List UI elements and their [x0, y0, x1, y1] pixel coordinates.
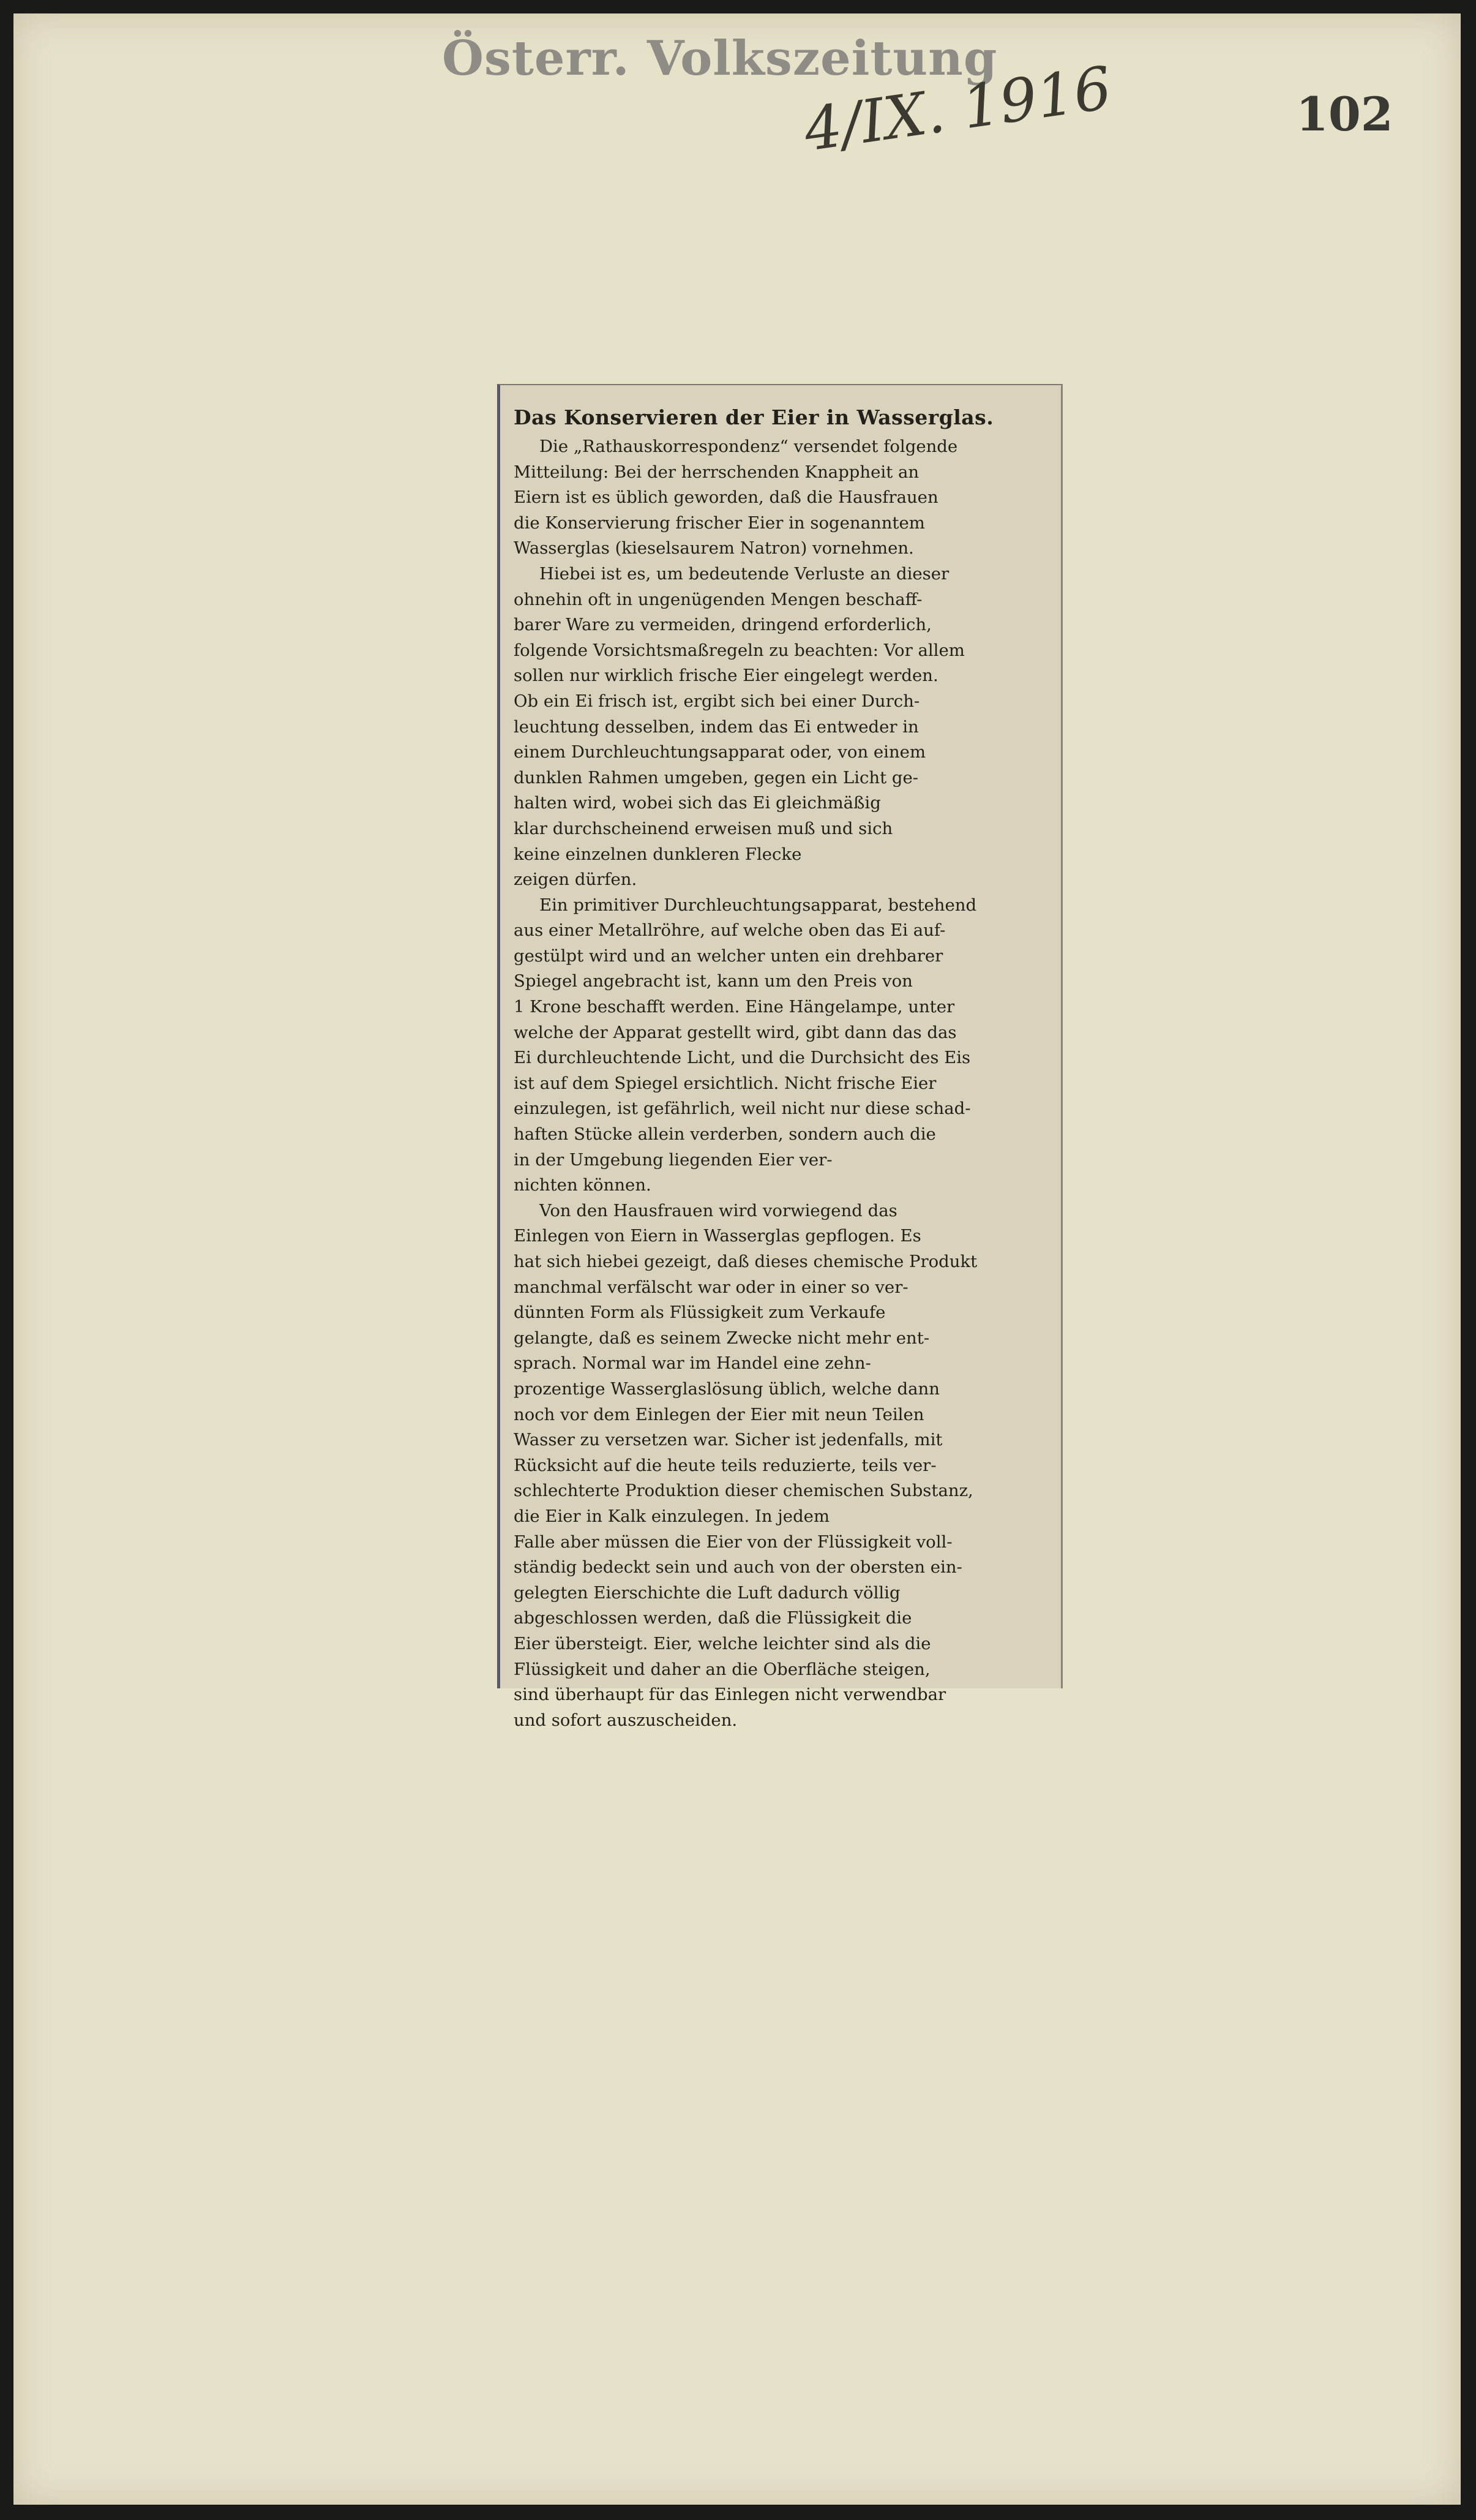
article-line: welche der Apparat gestellt wird, gibt dann das das — [514, 1022, 957, 1042]
article-line: keine einzelnen dunkleren Flecke — [514, 844, 802, 864]
article-line: ohnehin oft in ungenügenden Mengen beschaff- — [514, 589, 923, 609]
article-line: Wasser zu versetzen war. Sicher ist jedenfalls, mit — [514, 1430, 943, 1450]
article-line: die Eier in Kalk einzulegen. In jedem — [514, 1506, 830, 1526]
article-line: Ei durchleuchtende Licht, und die Durchsicht des Eis — [514, 1048, 971, 1068]
article-line: Ob ein Ei frisch ist, ergibt sich bei einer Durch- — [514, 691, 920, 711]
article-line: hat sich hiebei gezeigt, daß dieses chemische Produkt — [514, 1252, 978, 1271]
article-line: zeigen dürfen. — [514, 870, 637, 890]
article-line: gelegten Eierschichte die Luft dadurch völlig — [514, 1582, 901, 1603]
article-line: noch vor dem Einlegen der Eier mit neun Teilen — [514, 1404, 924, 1424]
article-line: aus einer Metallröhre, auf welche oben das Ei auf- — [514, 920, 946, 941]
article-line: gelangte, daß es seinem Zwecke nicht mehr ent- — [514, 1328, 930, 1348]
newspaper-stamp: Österr. Volkszeitung — [442, 31, 998, 86]
article-line: dünnten Form als Flüssigkeit zum Verkaufe — [514, 1303, 886, 1323]
article-line: barer Ware zu vermeiden, dringend erforderlich, — [514, 615, 932, 635]
article-line: prozentige Wasserglaslösung üblich, welche dann — [514, 1378, 940, 1399]
article-line: Hiebei ist es, um bedeutende Verluste an dieser — [539, 563, 950, 584]
article-line: ständig bedeckt sein und auch von der obersten ein- — [514, 1557, 962, 1578]
article-line: ist auf dem Spiegel ersichtlich. Nicht frische Eier — [514, 1073, 937, 1093]
article-line: Flüssigkeit und daher an die Oberfläche steigen, — [514, 1659, 931, 1679]
article-line: Spiegel angebracht ist, kann um den Preis von — [514, 971, 913, 991]
article-paragraph — [514, 1198, 1052, 1733]
article-line: einzulegen, ist gefährlich, weil nicht nur diese schad- — [514, 1099, 971, 1119]
article-line: die Konservierung frischer Eier in sogenanntem — [514, 513, 925, 533]
article-line: sollen nur wirklich frische Eier eingelegt werden. — [514, 666, 938, 686]
article-paragraph — [514, 434, 1052, 562]
article-line: Rücksicht auf die heute teils reduzierte, teils ver- — [514, 1455, 937, 1475]
archive-sheet — [13, 13, 1461, 2505]
article-line: nichten können. — [514, 1175, 651, 1195]
page-number: 102 — [1296, 87, 1393, 141]
article-line: gestülpt wird und an welcher unten ein drehbarer — [514, 946, 943, 966]
article-line: sind überhaupt für das Einlegen nicht verwendbar — [514, 1685, 946, 1705]
article-line: sprach. Normal war im Handel eine zehn- — [514, 1353, 871, 1374]
article-line: Einlegen von Eiern in Wasserglas gepflogen. Es — [514, 1226, 921, 1246]
article-title: Das Konservieren der Eier in Wasserglas. — [514, 405, 994, 429]
article-line: dunklen Rahmen umgeben, gegen ein Licht ge- — [514, 767, 919, 788]
handwritten-date: 4/IX. 1916 — [800, 53, 1116, 165]
article-body — [514, 434, 1052, 1733]
article-line: schlechterte Produktion dieser chemischen Substanz, — [514, 1481, 973, 1501]
newspaper-clipping — [497, 384, 1063, 1730]
article-line: einem Durchleuchtungsapparat oder, von einem — [514, 742, 926, 762]
article-line: 1 Krone beschafft werden. Eine Hängelampe, unter — [514, 997, 955, 1017]
article-line: Die „Rathauskorrespondenz“ versendet folgende — [539, 437, 958, 456]
article-line: Mitteilung: Bei der herrschenden Knappheit an — [514, 462, 920, 482]
article-line: folgende Vorsichtsmaßregeln zu beachten: Vor allem — [514, 640, 965, 660]
article-line: leuchtung desselben, indem das Ei entweder in — [514, 717, 919, 737]
article-line: manchmal verfälscht war oder in einer so ver- — [514, 1277, 908, 1297]
article-line: in der Umgebung liegenden Eier ver- — [514, 1149, 833, 1170]
article-line: Ein primitiver Durchleuchtungsapparat, bestehend — [539, 895, 977, 915]
article-line: und sofort auszuscheiden. — [514, 1710, 738, 1730]
article-line: halten wird, wobei sich das Ei gleichmäßig — [514, 793, 881, 813]
article-paragraph — [514, 562, 1052, 893]
article-line: Eier übersteigt. Eier, welche leichter sind als die — [514, 1633, 931, 1653]
article-line: klar durchscheinend erweisen muß und sich — [514, 818, 893, 838]
article-line: Von den Hausfrauen wird vorwiegend das — [539, 1200, 897, 1221]
article-line: abgeschlossen werden, daß die Flüssigkeit die — [514, 1608, 912, 1628]
article-line: haften Stücke allein verderben, sondern auch die — [514, 1124, 936, 1145]
article-line: Falle aber müssen die Eier von der Flüssigkeit voll- — [514, 1532, 953, 1552]
article-paragraph — [514, 893, 1052, 1198]
article-line: Wasserglas (kieselsaurem Natron) vornehmen. — [514, 538, 914, 559]
article-line: Eiern ist es üblich geworden, daß die Hausfrauen — [514, 487, 938, 508]
